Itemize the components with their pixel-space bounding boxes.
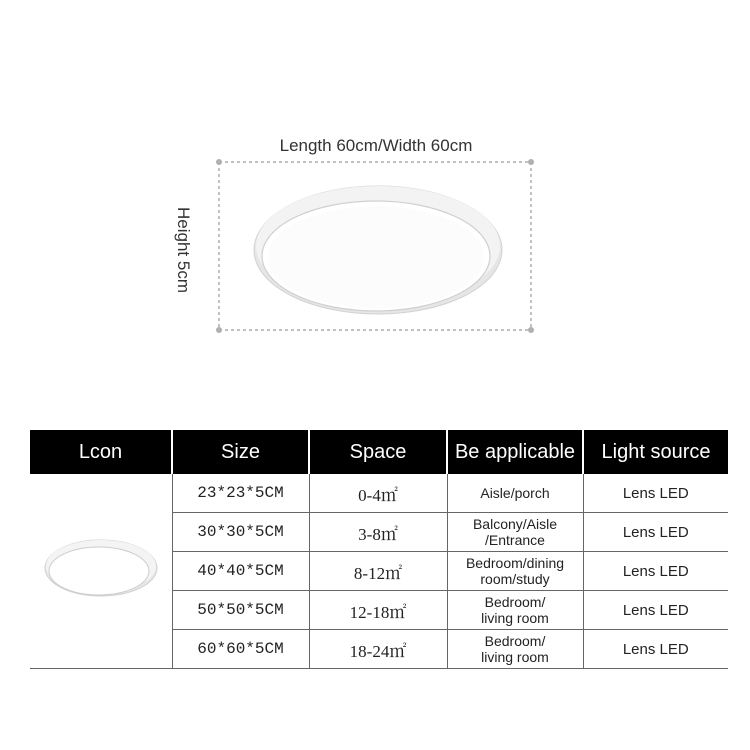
size-cell: 60*60*5CM bbox=[172, 630, 309, 669]
applicable-line: living room bbox=[481, 649, 549, 665]
applicable-line: Bedroom/dining bbox=[465, 555, 565, 571]
height-label: Height 5cm bbox=[174, 207, 193, 293]
length-width-label: Length 60cm/Width 60cm bbox=[279, 136, 473, 155]
space-cell: 0-4㎡ bbox=[309, 474, 447, 513]
light-source-cell: Lens LED bbox=[583, 591, 728, 630]
applicable-cell bbox=[447, 474, 583, 513]
applicable-line: Bedroom/ bbox=[484, 633, 546, 649]
header-space: Space bbox=[309, 430, 447, 474]
spec-table bbox=[30, 430, 728, 669]
applicable-line: /Entrance bbox=[485, 532, 545, 548]
header-size: Size bbox=[172, 430, 309, 474]
header-light-source: Light source bbox=[583, 430, 728, 474]
applicable-line: room/study bbox=[480, 571, 550, 587]
header-applicable: Be applicable bbox=[447, 430, 583, 474]
space-cell: 18-24㎡ bbox=[309, 630, 447, 669]
applicable-line: Aisle/porch bbox=[480, 485, 550, 501]
header-icon: Lcon bbox=[30, 430, 172, 474]
applicable-cell bbox=[447, 591, 583, 630]
light-source-cell: Lens LED bbox=[583, 474, 728, 513]
light-source-cell: Lens LED bbox=[583, 552, 728, 591]
ceiling-light-large-icon bbox=[254, 186, 502, 314]
applicable-cell bbox=[447, 513, 583, 552]
space-cell: 8-12㎡ bbox=[309, 552, 447, 591]
table-row bbox=[30, 474, 728, 513]
light-source-cell: Lens LED bbox=[583, 513, 728, 552]
size-cell: 40*40*5CM bbox=[172, 552, 309, 591]
applicable-cell bbox=[447, 630, 583, 669]
applicable-line: Balcony/Aisle bbox=[472, 516, 558, 532]
space-cell: 12-18㎡ bbox=[309, 591, 447, 630]
size-cell: 50*50*5CM bbox=[172, 591, 309, 630]
table-header-row bbox=[30, 430, 728, 474]
size-cell: 30*30*5CM bbox=[172, 513, 309, 552]
product-icon-cell bbox=[30, 474, 172, 669]
applicable-cell bbox=[447, 552, 583, 591]
ceiling-light-small-icon bbox=[41, 534, 161, 604]
space-cell: 3-8㎡ bbox=[309, 513, 447, 552]
size-cell: 23*23*5CM bbox=[172, 474, 309, 513]
applicable-line: Bedroom/ bbox=[484, 594, 546, 610]
applicable-line: living room bbox=[481, 610, 549, 626]
light-source-cell: Lens LED bbox=[583, 630, 728, 669]
